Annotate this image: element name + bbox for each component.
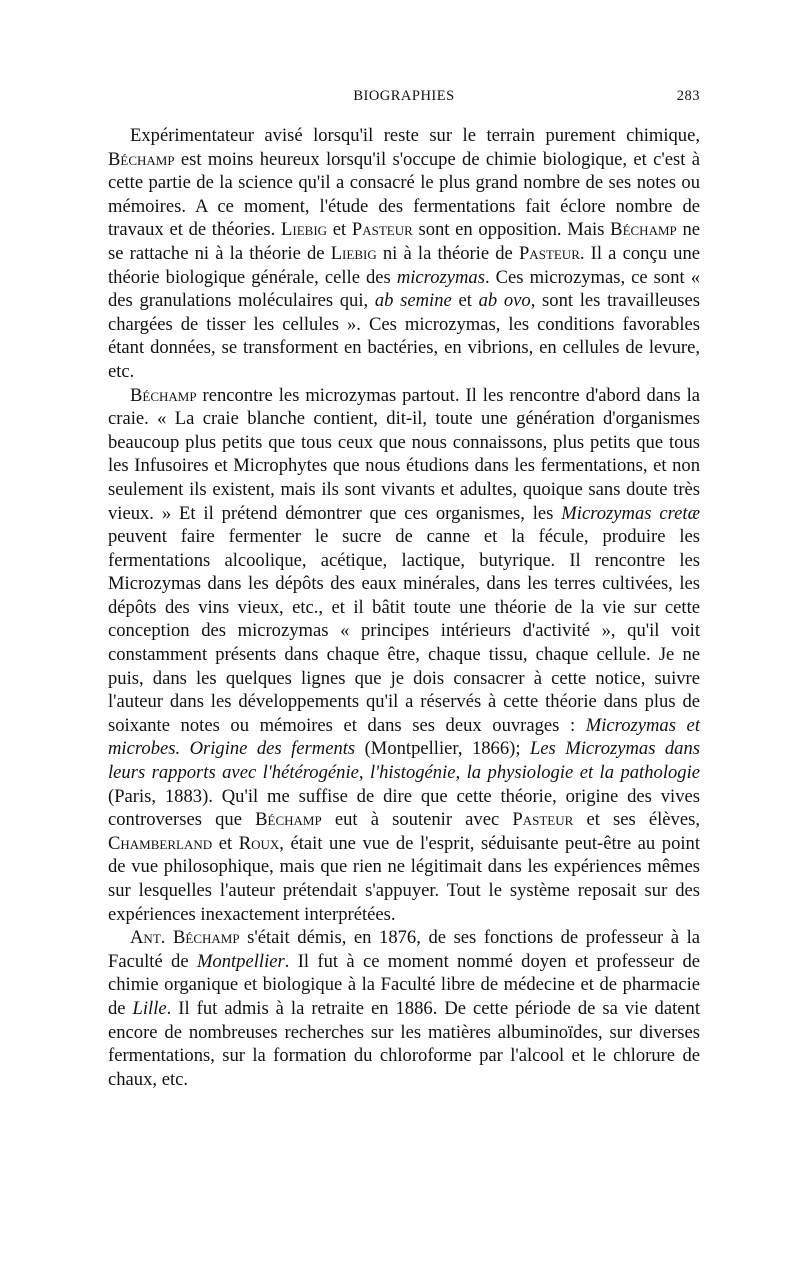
person-name: Roux <box>238 832 280 854</box>
paragraph-3 <box>108 926 700 1091</box>
text: (Paris, 1883). Qu'il me suffise de dire que cette théorie, origine des vives controverses que <box>108 785 700 831</box>
italic-term: Microzymas cretæ <box>561 502 700 524</box>
text: , était une vue de l'esprit, séduisante peut-être au point de vue philosophique, mais que rien ne légitimait dans les expériences mêmes sur lesquelles l'auteur prétendait s'appuyer. Tout le système reposait sur des expériences inexactement interprétées. <box>108 832 700 925</box>
person-name: Pasteur <box>518 242 580 264</box>
body-text <box>108 124 700 1091</box>
text: et <box>212 832 239 854</box>
paragraph-2 <box>108 384 700 927</box>
text: et <box>451 290 479 312</box>
person-name: Liebig <box>330 242 377 264</box>
text: est moins heureux lorsqu'il s'occupe de chimie biologique, et c'est à cette partie de la science qu'il a consacré le plus grand nombre de ses notes ou mémoires. A ce moment, l'étude des fermentations fait éclore nombre de travaux et de théories. <box>108 148 700 241</box>
italic-term: ab semine <box>374 290 452 312</box>
text: et <box>327 219 352 241</box>
text: sont en opposition. Mais <box>412 219 611 241</box>
text: et ses élèves, <box>573 809 700 831</box>
running-header <box>108 88 700 110</box>
person-name: Ant. Béchamp <box>130 927 240 949</box>
text: rencontre les microzymas partout. Il les rencontre d'abord dans la craie. « La craie blanche contient, dit-il, toute une génération d'organismes beaucoup plus petits que tous ceux que nous connaissons, plus petits que tous les Infusoires et Microphytes que nous étudions dans les fermentations, et non seulement ils existent, mais ils sont vivants et adultes, quoique sans doute très vieux. » Et il prétend démontrer que ces organismes, les <box>108 384 700 524</box>
text: ne se rattache ni à la théorie de <box>108 219 701 264</box>
text: s'était démis, en 1876, de ses fonctions de professeur à la Faculté de <box>108 927 700 972</box>
paragraph-1 <box>108 124 700 384</box>
text: , sont les travailleuses chargées de tisser les cellules ». Ces microzymas, les conditions favorables étant données, se transforment en bactéries, en vibrions, en cellules de levure, etc. <box>108 290 701 382</box>
running-title: BIOGRAPHIES <box>353 88 455 104</box>
place-name: Lille <box>132 997 167 1019</box>
person-name: Béchamp <box>108 148 175 170</box>
text: (Montpellier, 1866); <box>355 738 530 760</box>
person-name: Béchamp <box>255 809 322 831</box>
text: . Ces microzymas, ce sont « des granulations moléculaires qui, <box>108 266 700 312</box>
page-number: 283 <box>676 88 700 104</box>
book-title: Les Microzymas dans leurs rapports avec l'hétérogénie, l'histogénie, la physiologie et la pathologie <box>108 738 701 784</box>
italic-term: microzymas <box>396 266 485 288</box>
book-title: Microzymas et microbes. Origine des ferments <box>108 714 700 760</box>
text: eut à soutenir avec <box>321 809 513 831</box>
person-name: Chamberland <box>108 832 213 854</box>
italic-term: ab ovo <box>478 290 531 312</box>
text: Expérimentateur avisé lorsqu'il reste sur le terrain purement chimique, <box>130 125 700 146</box>
person-name: Béchamp <box>130 384 197 406</box>
person-name: Liebig <box>281 219 328 241</box>
text: . Il fut à ce moment nommé doyen et professeur de chimie organique et biologique à la Faculté libre de médecine et de pharmacie de <box>108 950 700 1019</box>
text: . Il a conçu une théorie biologique générale, celle des <box>108 242 700 288</box>
text: peuvent faire fermenter le sucre de canne et la fécule, produire les fermentations alcoolique, acétique, lactique, butyrique. Il rencontre les Microzymas dans les dépôts des eaux minérales, dans les terres cultivées, les dépôts des vins vieux, etc., et il bâtit toute une théorie de la vie sur cette conception des microzymas « principes intérieurs d'activité », qu'il voit constamment présents dans chaque être, chaque tissu, chaque cellule. Je ne puis, dans les quelques lignes que je dois consacrer à cette notice, suivre l'auteur dans les développements qu'il a réservés à cette théorie dans plus de soixante notes ou mémoires et dans ses deux ouvrages : <box>108 526 700 736</box>
person-name: Pasteur <box>351 219 413 241</box>
text: . Il fut admis à la retraite en 1886. De cette période de sa vie datent encore de nombreuses recherches sur les matières albuminoïdes, sur diverses fermentations, sur la formation du chloroforme par l'alcool et le chlorure de chaux, etc. <box>108 997 700 1090</box>
text: ni à la théorie de <box>376 242 519 264</box>
person-name: Pasteur <box>512 809 574 831</box>
place-name: Montpellier <box>196 950 285 972</box>
person-name: Béchamp <box>610 219 677 241</box>
